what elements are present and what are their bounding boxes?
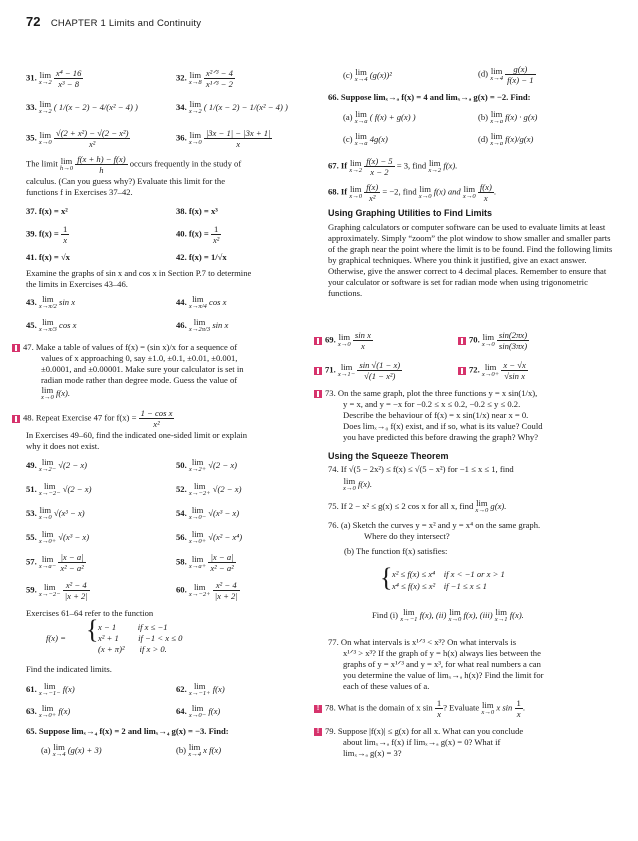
text-line: calculus. (Can you guess why?) Evaluate this limit for the <box>26 176 226 186</box>
text-line: radian mode rather than degree mode. Guess the value of <box>41 375 238 385</box>
section-heading-graphing: Using Graphing Utilities to Find Limits <box>328 208 492 218</box>
exercise-54: 54. lim x→0− √(x³ − x) <box>176 505 240 521</box>
calculator-icon <box>458 367 466 375</box>
calculator-icon <box>12 415 20 423</box>
text-line: In Exercises 49–60, find the indicated one-sided limit or explain <box>26 430 247 440</box>
exercise-69: 69. lim x→0 $\frac{\text{sin x}}{x}$ <box>314 330 373 351</box>
text-line: you have predicted this before drawing the graph? Why? <box>343 432 539 442</box>
text-line: (b) The function f(x) satisfies: <box>344 546 448 556</box>
system-brace: { <box>380 563 393 592</box>
exercise-48: 48. Repeat Exercise 47 for f(x) = $\frac{\text{1 − cos x}}{\text{x²}}$ <box>12 408 174 429</box>
text-line: ±0.0001, and ±0.00001. Make sure your calculator is set in <box>41 364 244 374</box>
exercise-32: 32. lim x→8 $\frac{\text{x²ᐟ³ − 4}}{\text{x¹ᐟ³ − 2}}$ <box>176 68 233 89</box>
exercise-35: 35. lim x→0 $\frac{\text{√(2 + x²) − √(2 − x²)}}{\text{x²}}$ <box>26 128 129 149</box>
exercise-65: 65. Suppose limₓ→₄ f(x) = 2 and limₓ→₄ g(x) = −3. Find: <box>26 726 229 736</box>
piecewise-function: f(x) = <box>46 633 66 643</box>
exercise-59: 59. lim x→−2− $\frac{\text{x² − 4}}{|x + 2|}$ <box>26 580 88 601</box>
text-line: Where do they intersect? <box>364 531 450 541</box>
text-line: graphs of y = x¹ᐟ³ and y = x³, for what real numbers a can <box>343 659 541 669</box>
graphing-paragraph: Graphing calculators or computer software can be used to evaluate limits at least approximately. Simply “zoom” the plot window to show smaller and smaller parts of the graph near the point where the limit is to be found. Find the following limits by graphical techniques. Where you think it justified, give an exact answer. Otherwise, give the answer correct to 4 decimal places. Remember to ensure that your calculator or software is set for radian mode when using trigonometric functions. <box>328 222 613 298</box>
exercise-36: 36. lim x→0 $\frac{|3x - 1| - |3x + 1|}{x}$ <box>176 128 271 149</box>
text-line: Find the indicated limits. <box>26 664 112 674</box>
piecewise-brace: { <box>86 615 99 644</box>
exercise-66c: (c) lim x→a 4g(x) <box>343 131 388 147</box>
exercise-65b: (b) lim x→4 x f(x) <box>176 742 222 758</box>
exercise-68: 68. If lim x→0 $\frac{f(x)}{\text{x²}}$ = −2, find lim x→0 f(x) and lim x→0 $\frac{f(x)}{x}$ . <box>328 182 496 203</box>
piece-1: x − 1 if x ≤ −1 <box>98 622 168 632</box>
exercise-41: 41. f(x) = √x <box>26 252 70 262</box>
calculator-icon <box>458 337 466 345</box>
text-line: Exercises 61–64 refer to the function <box>26 608 154 618</box>
text-line: about limₓ→ₐ f(x) if limₓ→ₐ g(x) = 0? What if <box>343 737 501 747</box>
exercise-53: 53. lim x→0 √(x³ − x) <box>26 505 85 521</box>
exercise-38: 38. f(x) = x³ <box>176 206 218 216</box>
text-line: Examine the graphs of sin x and cos x in Section P.7 to determine <box>26 268 252 278</box>
calculator-icon <box>314 390 322 398</box>
text-line: functions f in Exercises 37–42. <box>26 187 133 197</box>
text-line: y = x, and y = −x for −0.2 ≤ x ≤ 0.2, −0.2 ≤ y ≤ 0.2. <box>343 399 521 409</box>
chapter-title: CHAPTER 1 Limits and Continuity <box>50 18 202 29</box>
exercise-50: 50. lim x→2+ √(2 − x) <box>176 457 237 473</box>
system-line-2: x⁴ ≤ f(x) ≤ x² if −1 ≤ x ≤ 1 <box>392 581 487 591</box>
challenge-icon: ! <box>314 728 322 736</box>
text-line: you determine the value of limₓ→ₐ h(x)? Find the limit for <box>343 670 544 680</box>
exercise-51: 51. lim x→−2− √(2 − x) <box>26 481 92 497</box>
text-line: lim x→0 f(x). <box>41 385 71 401</box>
challenge-icon: ! <box>314 705 322 713</box>
text-line: why it does not exist. <box>26 441 100 451</box>
exercise-42: 42. f(x) = 1/√x <box>176 252 227 262</box>
exercise-73: 73. On the same graph, plot the three functions y = x sin(1/x), <box>314 388 537 399</box>
exercise-65a: (a) lim x→4 (g(x) + 3) <box>41 742 102 758</box>
section-heading-squeeze: Using the Squeeze Theorem <box>328 451 449 461</box>
text-line: each of these values of a. <box>343 681 430 691</box>
exercise-77: 77. On what intervals is x¹ᐟ³ < x³? On what intervals is <box>328 637 517 647</box>
exercise-65d: (d) lim x→4 $\frac{g(x)}{f(x) - 1}$ <box>478 64 534 85</box>
exercise-49: 49. lim x→2− √(2 − x) <box>26 457 87 473</box>
exercise-34: 34. lim x→2 ( 1/(x − 2) − 1/(x² − 4) ) <box>176 99 288 115</box>
exercise-45: 45. lim x→π/3 cos x <box>26 317 77 333</box>
exercise-31: 31. lim x→2 $\frac{\text{x⁴ − 16}}{\text{x³ − 8}}$ <box>26 68 82 89</box>
piece-3: (x + π)² if x > 0. <box>98 644 167 654</box>
exercise-63: 63. lim x→0+ f(x) <box>26 703 71 719</box>
exercise-66: 66. Suppose limₓ→ₐ f(x) = 4 and limₓ→ₐ g(x) = −2. Find: <box>328 92 531 102</box>
exercise-46: 46. lim x→2π/3 sin x <box>176 317 229 333</box>
exercise-61: 61. lim x→−1− f(x) <box>26 681 75 697</box>
text-line: Does limₓ→₀ f(x) exist, and if so, what is its value? Could <box>343 421 543 431</box>
exercise-78: ! 78. What is the domain of x sin $\frac{1}{x}$ ? Evaluate lim x→0 x sin $\frac{1}{x}$ . <box>314 698 525 719</box>
exercise-66d: (d) lim x→a f(x)/g(x) <box>478 131 534 147</box>
text-line: values of x approaching 0, say ±1.0, ±0.1, ±0.01, ±0.001, <box>41 353 238 363</box>
exercise-37: 37. f(x) = x² <box>26 206 68 216</box>
exercise-39: 39. f(x) = $\frac{1}{x}$ <box>26 224 68 245</box>
exercise-76: 76. (a) Sketch the curves y = x² and y = x⁴ on the same graph. <box>328 520 541 530</box>
exercise-71: 71. lim x→1− $\frac{\sin √(1 - x)}{\text{√(1 − x²)}}$ <box>314 360 402 381</box>
text-line: lim x→0 f(x). <box>343 476 373 492</box>
exercise-60: 60. lim x→−2+ $\frac{\text{x² − 4}}{|x + 2|}$ <box>176 580 238 601</box>
exercise-65c: (c) lim x→4 (g(x))² <box>343 67 392 83</box>
exercise-74: 74. If √(5 − 2x²) ≤ f(x) ≤ √(5 − x²) for −1 ≤ x ≤ 1, find <box>328 464 514 474</box>
exercise-62: 62. lim x→−1+ f(x) <box>176 681 225 697</box>
exercise-58: 58. lim x→a+ $\frac{|x - a|}{\text{x² − a²}}$ <box>176 552 234 573</box>
calculator-icon <box>12 344 20 352</box>
exercise-44: 44. lim x→π/4 cos x <box>176 294 227 310</box>
difference-quotient-text: The limit lim h→0 $\frac{f(x + h) - f(x)}{h}$ occurs frequently in the study of <box>26 154 242 175</box>
text-line: Describe the behaviour of f(x) = x sin(1/x) near x = 0. <box>343 410 529 420</box>
exercise-66b: (b) lim x→a f(x) · g(x) <box>478 109 538 125</box>
exercise-47: 47. Make a table of values of f(x) = (sin x)/x for a sequence of <box>12 342 237 353</box>
system-line-1: x² ≤ f(x) ≤ x⁴ if x < −1 or x > 1 <box>392 569 505 579</box>
text-line: x¹ᐟ³ > x³? If the graph of y = h(x) always lies between the <box>343 648 541 658</box>
page-number: 72 <box>26 14 41 29</box>
exercise-33: 33. lim x→2 ( 1/(x − 2) − 4/(x² − 4) ) <box>26 99 138 115</box>
exercise-52: 52. lim x→−2+ √(2 − x) <box>176 481 242 497</box>
exercise-79: ! 79. Suppose |f(x)| ≤ g(x) for all x. What can you conclude <box>314 726 523 737</box>
calculator-icon <box>314 367 322 375</box>
piece-2: x² + 1 if −1 < x ≤ 0 <box>98 633 183 643</box>
exercise-66a: (a) lim x→a ( f(x) + g(x) ) <box>343 109 416 125</box>
exercise-55: 55. lim x→0+ √(x³ − x) <box>26 529 90 545</box>
page-header <box>26 14 201 29</box>
text-line: the limits in Exercises 43–46. <box>26 279 128 289</box>
exercise-64: 64. lim x→0− f(x) <box>176 703 221 719</box>
exercise-70: 70. lim x→0 $\frac{\sin(2\pi x)}{\sin(3\pi x)}$ <box>458 330 529 351</box>
exercise-56: 56. lim x→0+ √(x² − x⁴) <box>176 529 243 545</box>
exercise-57: 57. lim x→a− $\frac{|x - a|}{\text{x² − a²}}$ <box>26 552 84 573</box>
text-line: limₓ→ₐ g(x) = 3? <box>343 748 402 758</box>
calculator-icon <box>314 337 322 345</box>
exercise-43: 43. lim x→π/2 sin x <box>26 294 76 310</box>
exercise-67: 67. If lim x→2 $\frac{f(x) - 5}{x - 2}$ = 3, find lim x→2 f(x). <box>328 156 458 177</box>
exercise-72: 72. lim x→0+ $\frac{x - √x}{\text{√sin x}}$ <box>458 360 528 381</box>
find-limits-line: Find (i) lim x→−1 f(x), (ii) lim x→0 f(x), (iii) lim x→1 f(x). <box>372 607 524 623</box>
exercise-75: 75. If 2 − x² ≤ g(x) ≤ 2 cos x for all x, find lim x→0 g(x). <box>328 498 507 514</box>
exercise-40: 40. f(x) = $\frac{1}{\text{x²}}$ <box>176 224 220 245</box>
